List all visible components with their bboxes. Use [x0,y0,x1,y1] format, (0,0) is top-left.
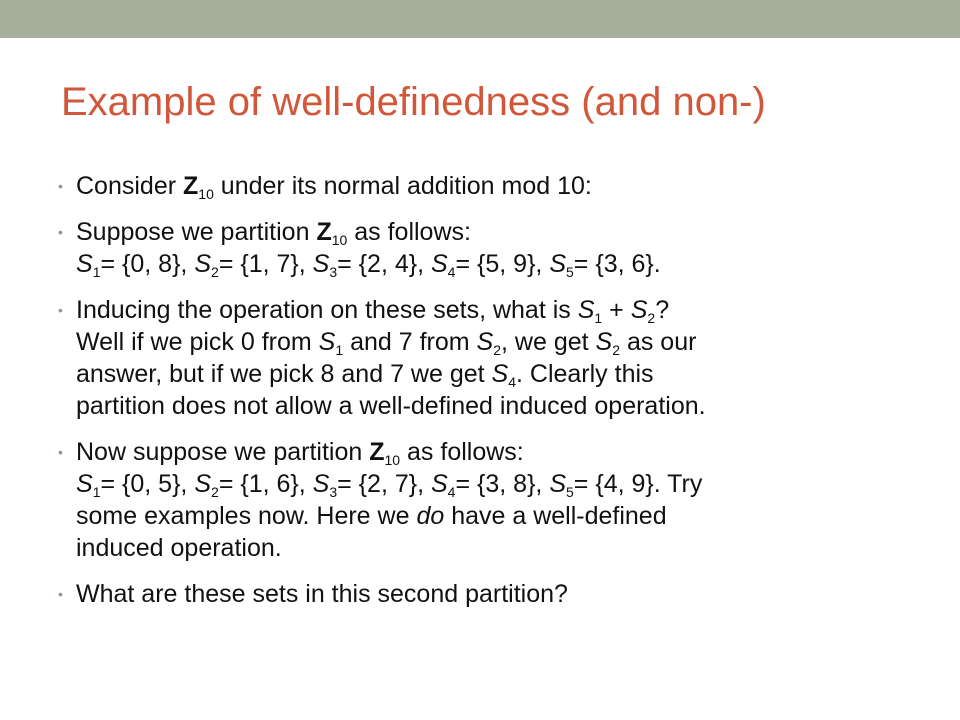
subscript: 5 [566,264,574,280]
bullet-line [76,294,908,326]
text-segment: Inducing the operation on these sets, what is [76,296,578,324]
text-segment: Consider [76,172,183,200]
bullet-dot-icon: • [58,444,63,460]
subscript: 5 [566,484,574,500]
text-segment: + [602,296,631,324]
bullet-item [58,578,908,610]
text-segment: = {3, 6}. [573,250,661,278]
text-segment: induced operation. [76,534,282,562]
bullet-line [76,170,908,202]
text-segment: as follows: [400,438,524,466]
text-segment: have a well-defined [444,502,667,530]
text-segment: Now suppose we partition [76,438,370,466]
italic-text: S [549,250,566,278]
bullet-dot-icon: • [58,302,63,318]
bold-symbol: Z [369,438,385,466]
italic-text: S [312,470,330,498]
italic-text: S [430,250,448,278]
italic-text: S [549,470,566,498]
italic-text: S [595,328,613,356]
bold-symbol: Z [183,172,199,200]
bullet-line [76,436,908,468]
bullet-item [58,170,908,202]
subscript: 3 [329,264,338,280]
text-segment: = {1, 6}, [218,470,313,498]
text-segment: and 7 from [343,328,477,356]
bullet-line [76,216,908,248]
text-segment: What are these sets in this second partition? [76,580,568,608]
bullet-dot-icon: • [58,586,63,602]
text-segment: some examples now. Here we [76,502,417,530]
italic-text: S [430,470,448,498]
italic-text: do [416,502,445,530]
text-segment: answer, but if we pick 8 and 7 we get [76,360,492,388]
bullet-line [76,326,908,358]
subscript: 2 [493,342,502,358]
text-segment: ? [655,296,670,324]
subscript: 1 [335,342,344,358]
subscript: 1 [92,484,101,500]
text-segment: . Clearly this [516,360,654,388]
text-segment: under its normal addition mod 10: [213,172,592,200]
text-segment: = {2, 4}, [337,250,431,278]
bullet-line [76,500,908,532]
text-segment: = {0, 8}, [100,250,195,278]
bullet-line [76,248,908,280]
subscript: 3 [329,484,338,500]
italic-text: S [577,296,595,324]
bullet-dot-icon: • [58,224,63,240]
subscript: 4 [447,264,456,280]
bullet-list [58,170,908,624]
subscript: 10 [198,186,214,202]
italic-text: S [491,360,509,388]
slide-title: Example of well-definedness (and non-) [61,80,766,124]
italic-text: S [76,250,93,278]
subscript: 2 [647,310,656,326]
text-segment: , we get [501,328,596,356]
italic-text: S [194,470,212,498]
text-segment: Suppose we partition [76,218,317,246]
subscript: 4 [447,484,456,500]
text-segment: = {1, 7}, [218,250,313,278]
text-segment: = {2, 7}, [337,470,431,498]
italic-text: S [476,328,494,356]
subscript: 2 [211,264,219,280]
italic-text: S [630,296,648,324]
text-segment: = {0, 5}, [100,470,195,498]
bullet-line [76,358,908,390]
top-accent-bar [0,0,960,38]
bullet-line [76,532,908,564]
subscript: 2 [612,342,621,358]
bullet-item [58,294,908,422]
text-segment: = {3, 8}, [455,470,550,498]
text-segment: = {4, 9}. Try [573,470,703,498]
subscript: 10 [384,452,401,468]
subscript: 10 [331,232,348,248]
bullet-line [76,578,908,610]
bullet-dot-icon: • [58,178,63,194]
italic-text: S [318,328,336,356]
italic-text: S [76,470,93,498]
text-segment: as follows: [347,218,471,246]
bold-symbol: Z [316,218,332,246]
subscript: 2 [211,484,219,500]
italic-text: S [312,250,330,278]
italic-text: S [194,250,212,278]
text-segment: Well if we pick 0 from [76,328,319,356]
bullet-item [58,436,908,564]
text-segment: as our [620,328,697,356]
text-segment: partition does not allow a well-defined induced operation. [76,392,706,420]
text-segment: = {5, 9}, [455,250,550,278]
subscript: 1 [594,310,603,326]
bullet-line [76,390,908,422]
subscript: 1 [92,264,101,280]
bullet-item [58,216,908,280]
bullet-line [76,468,908,500]
subscript: 4 [508,374,516,390]
